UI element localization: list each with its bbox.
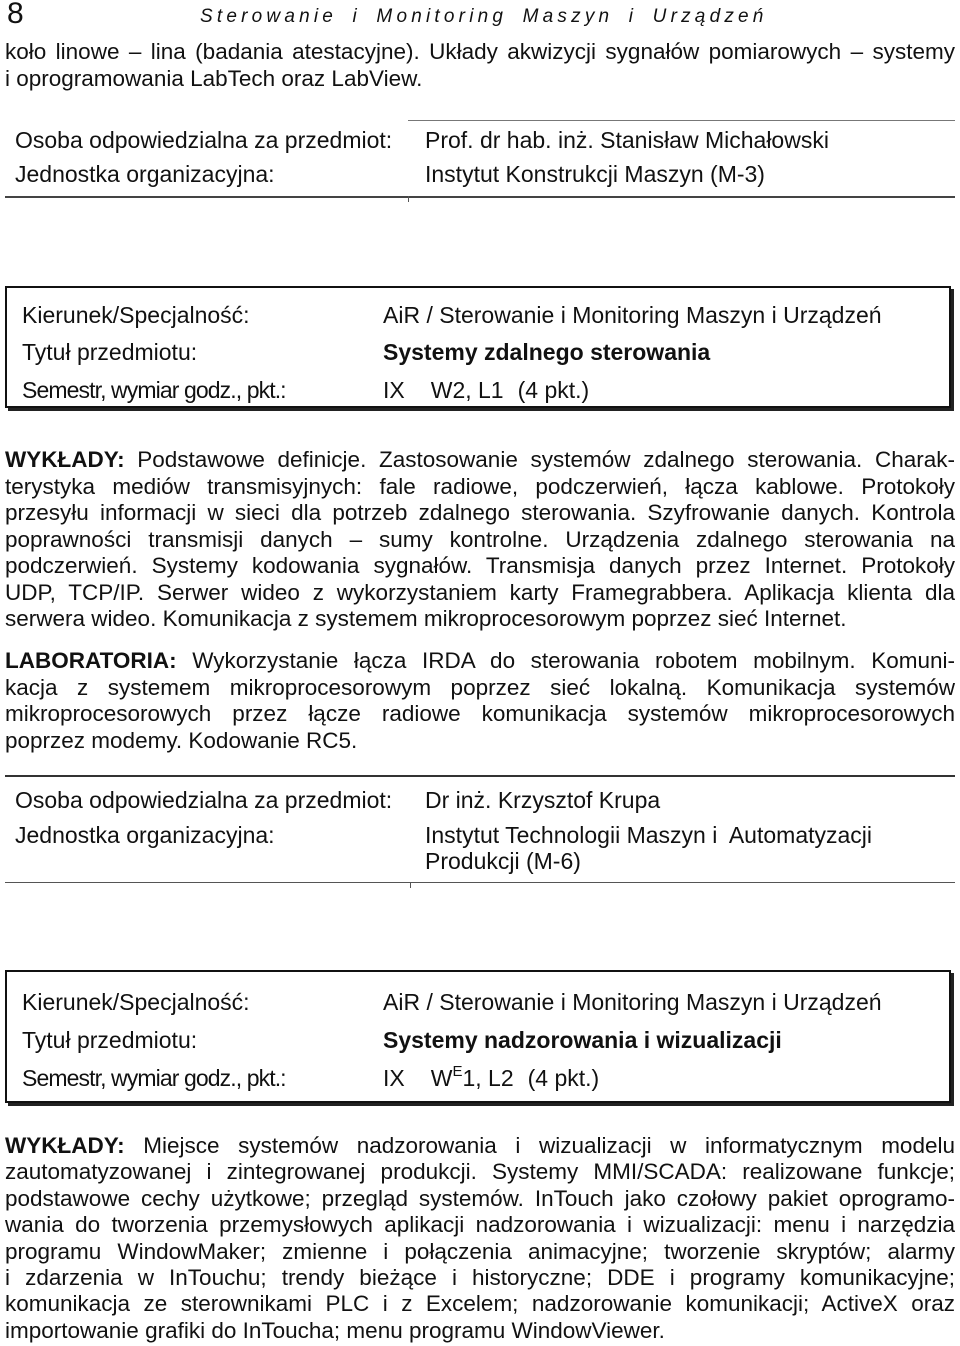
field-value: AiR / Sterowanie i Monitoring Maszyn i Urządzeń [383, 302, 882, 328]
responsible-person-label: Osoba odpowiedzialna za przedmiot: [15, 787, 393, 813]
unit-label: Jednostka organizacyjna: [15, 822, 275, 848]
text-line: importowanie grafiki do InToucha; menu programu WindowViewer. [5, 1317, 665, 1343]
text-line [5, 648, 955, 675]
text-line: poprawności transmisji danych – sumy kontrolne. Urządzenia zdalnego sterowania na [5, 526, 955, 552]
unit-label: Jednostka organizacyjna: [15, 161, 275, 187]
text-line [5, 447, 955, 474]
hours-rest: 1, L2 [462, 1065, 514, 1091]
course-title: Systemy zdalnego sterowania [383, 339, 711, 365]
lectures-section [5, 1133, 955, 1344]
semester-value: IX [383, 1065, 405, 1091]
text-line: poprzez modemy. Kodowanie RC5. [5, 727, 358, 753]
hours-value [431, 1065, 514, 1091]
responsible-person-name: Dr inż. Krzysztof Krupa [425, 787, 661, 813]
semester-details [383, 1064, 599, 1092]
text-line: podstawowe cechy użytkowe; przegląd systemów. InTouch jako czołowy pakiet oprogramo- [5, 1185, 955, 1211]
text-line: wania do tworzenia przemysłowych aplikacji nadzorowania i wizualizacji: menu i narzędzia [5, 1212, 955, 1238]
divider [408, 120, 955, 121]
running-title: Sterowanie i Monitoring Maszyn i Urządzeń [200, 6, 768, 27]
text-line: serwera wideo. Komunikacja z systemem mikroprocesorowym poprzez sieć Internet. [5, 606, 847, 631]
labs-label: LABORATORIA: [5, 648, 177, 673]
course-title-label: Tytuł przedmiotu: [22, 1027, 198, 1053]
responsible-person-name: Prof. dr hab. inż. Stanisław Michałowski [425, 127, 829, 153]
text-line: programu WindowMaker; zmienne i połączenia animacyjne; tworzenie skryptów; alarmy [5, 1238, 955, 1264]
text-line: koło linowe – lina (badania atestacyjne). Układy akwizycji sygnałów pomiarowych – systemy [5, 39, 955, 64]
text-line [5, 1133, 955, 1159]
points-value: (4 pkt.) [527, 1065, 600, 1091]
previous-course-description [5, 39, 955, 92]
divider [5, 882, 955, 883]
text-line: kacja z systemem mikroprocesorowym poprzez sieć lokalną. Komunikacja systemów [5, 674, 955, 700]
hours-value: W2, L1 [430, 377, 504, 403]
lectures-label: WYKŁADY: [5, 1133, 125, 1158]
lectures-label: WYKŁADY: [5, 447, 125, 472]
text-line: zautomatyzowanej i zintegrowanej produkcji. Systemy MMI/SCADA: realizowane funkcje; [5, 1159, 955, 1185]
course-info-box [5, 970, 951, 1103]
course-info-box [5, 286, 951, 408]
text-line: terystyka mediów transmisyjnych: fale radiowe, podczerwień, łącza kablowe. Protokoły [5, 473, 955, 499]
field-label: Kierunek/Specjalność: [22, 302, 250, 328]
unit-name-continued: Produkcji (M-6) [425, 848, 581, 874]
semester-details [383, 376, 589, 404]
divider [5, 196, 955, 198]
text-line: przesyłu informacji w sieci dla potrzeb zdalnego sterowania. Szyfrowanie danych. Kontrola [5, 500, 955, 525]
text-line-content: Miejsce systemów nadzorowania i wizualizacji w informatycznym modelu [143, 1133, 955, 1158]
labs-section [5, 648, 955, 754]
semester-value: IX [383, 377, 405, 403]
text-line-content: Podstawowe definicje. Zastosowanie systemów zdalnego sterowania. Charak- [137, 447, 955, 472]
responsible-person-label: Osoba odpowiedzialna za przedmiot: [15, 127, 393, 153]
divider [5, 775, 955, 777]
hours-superscript: E [452, 1063, 463, 1080]
field-label: Kierunek/Specjalność: [22, 989, 250, 1015]
course-title-label: Tytuł przedmiotu: [22, 339, 198, 365]
hours-prefix: W [430, 1065, 453, 1091]
field-value: AiR / Sterowanie i Monitoring Maszyn i Urządzeń [383, 989, 882, 1015]
page-number: 8 [7, 0, 24, 30]
text-line: komunikacja ze sterownikami PLC i z Excelem; nadzorowanie komunikacji; ActiveX oraz [5, 1291, 955, 1317]
text-line: UDP, TCP/IP. Serwer wideo z wykorzystaniem karty Framegrabbera. Aplikacja klienta dla [5, 579, 955, 605]
divider [410, 882, 411, 888]
unit-name: Instytut Technologii Maszyn i Automatyzacji [425, 822, 873, 848]
points-value: (4 pkt.) [517, 377, 590, 403]
text-line-content: Wykorzystanie łącza IRDA do sterowania robotem mobilnym. Komuni- [192, 648, 955, 673]
text-line: i oprogramowania LabTech oraz LabView. [5, 65, 423, 91]
text-line: mikroprocesorowych przez łącze radiowe komunikacja systemów mikroprocesorowych [5, 701, 955, 726]
semester-label: Semestr, wymiar godz., pkt.: [22, 1065, 286, 1091]
divider [408, 196, 409, 202]
unit-name: Instytut Konstrukcji Maszyn (M-3) [425, 161, 765, 187]
text-line: podczerwień. Systemy kodowania sygnałów. Transmisja danych przez Internet. Protokoły [5, 553, 955, 578]
course-title: Systemy nadzorowania i wizualizacji [383, 1027, 782, 1053]
text-line: i zdarzenia w InTouchu; trendy bieżące i historyczne; DDE i programy komunikacyjne; [5, 1265, 955, 1291]
lectures-section [5, 447, 955, 633]
semester-label: Semestr, wymiar godz., pkt.: [22, 377, 286, 403]
